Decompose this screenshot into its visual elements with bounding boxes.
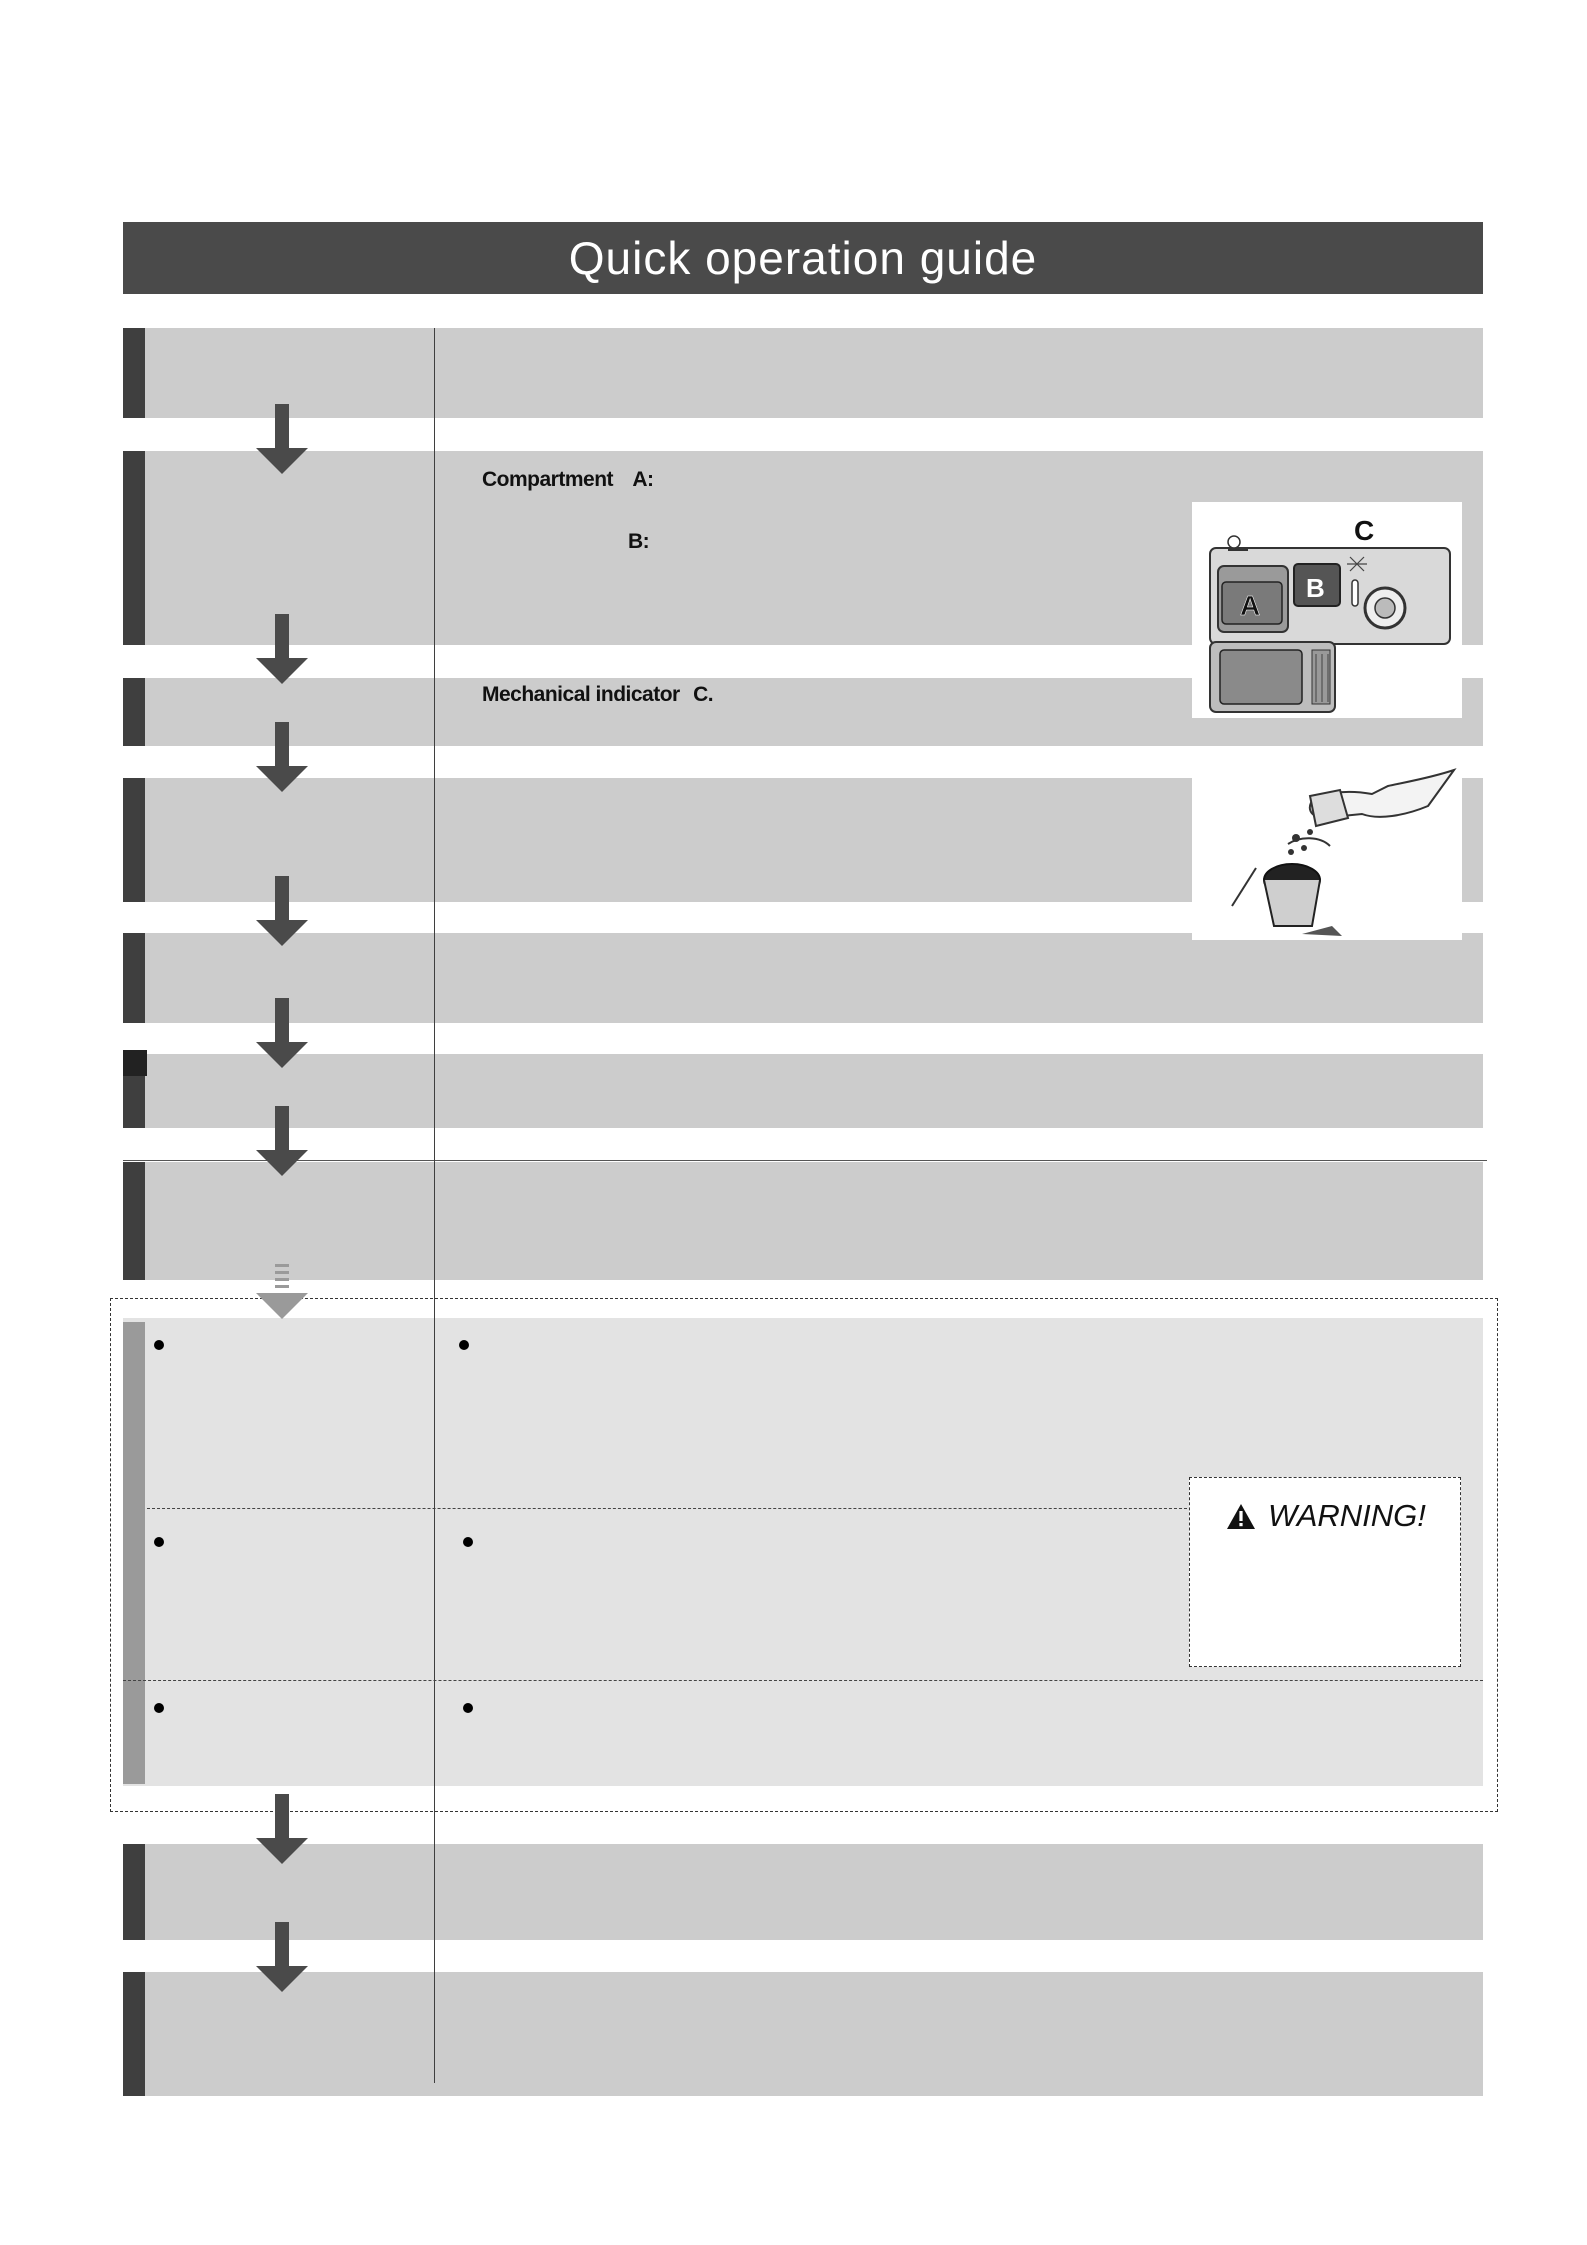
down-arrow-icon	[254, 998, 310, 1068]
compartment-label	[482, 468, 654, 492]
bullet	[463, 1537, 473, 1547]
dispenser-illustration	[1192, 502, 1462, 718]
step-marker	[123, 1162, 145, 1280]
indicator-c-label: C.	[693, 683, 714, 706]
down-arrow-icon	[254, 614, 310, 684]
step-marker	[123, 678, 145, 746]
down-arrow-icon	[254, 876, 310, 946]
step-marker	[123, 1844, 145, 1940]
step-row-1	[123, 328, 1483, 418]
bullet	[459, 1340, 469, 1350]
down-arrow-icon	[254, 404, 310, 474]
bullet	[154, 1703, 164, 1713]
step-marker	[123, 451, 145, 645]
divider-line	[123, 1160, 1487, 1161]
warning-heading	[1226, 1498, 1426, 1534]
down-arrow-icon	[254, 1922, 310, 1992]
step-marker	[123, 933, 145, 1023]
step-marker	[123, 1972, 145, 2096]
dispenser-label-a: A	[1240, 590, 1261, 621]
indicator-text: Mechanical indicator	[482, 683, 680, 706]
column-separator	[434, 328, 435, 2083]
step-corner-mark	[123, 1050, 147, 1076]
step-row-6	[123, 1054, 1483, 1128]
step-row-9	[123, 1972, 1483, 2096]
down-arrow-icon	[254, 1106, 310, 1176]
warning-triangle-icon	[1226, 1503, 1256, 1530]
indicator-label	[482, 683, 713, 707]
step-row-5	[123, 933, 1483, 1023]
dispenser-label-b: B	[1306, 573, 1325, 603]
page-title: Quick operation guide	[123, 222, 1483, 294]
bullet	[154, 1537, 164, 1547]
compartment-b-label: B:	[628, 530, 650, 553]
dispenser-label-c: C	[1354, 515, 1375, 546]
optional-down-arrow-icon	[254, 1264, 310, 1334]
warning-box	[1189, 1477, 1461, 1667]
step-marker	[123, 778, 145, 902]
step-row-8	[123, 1844, 1483, 1940]
salt-figure	[1192, 756, 1462, 940]
warning-title: WARNING!	[1268, 1498, 1426, 1533]
salt-pouring-illustration	[1192, 756, 1462, 940]
compartment-text: Compartment	[482, 468, 614, 491]
bullet	[463, 1703, 473, 1713]
compartment-a-label: A:	[632, 468, 654, 491]
step-row-7	[123, 1162, 1483, 1280]
bullet	[154, 1340, 164, 1350]
dispenser-figure	[1192, 502, 1462, 718]
down-arrow-icon	[254, 722, 310, 792]
step-marker	[123, 328, 145, 418]
down-arrow-icon	[254, 1794, 310, 1864]
